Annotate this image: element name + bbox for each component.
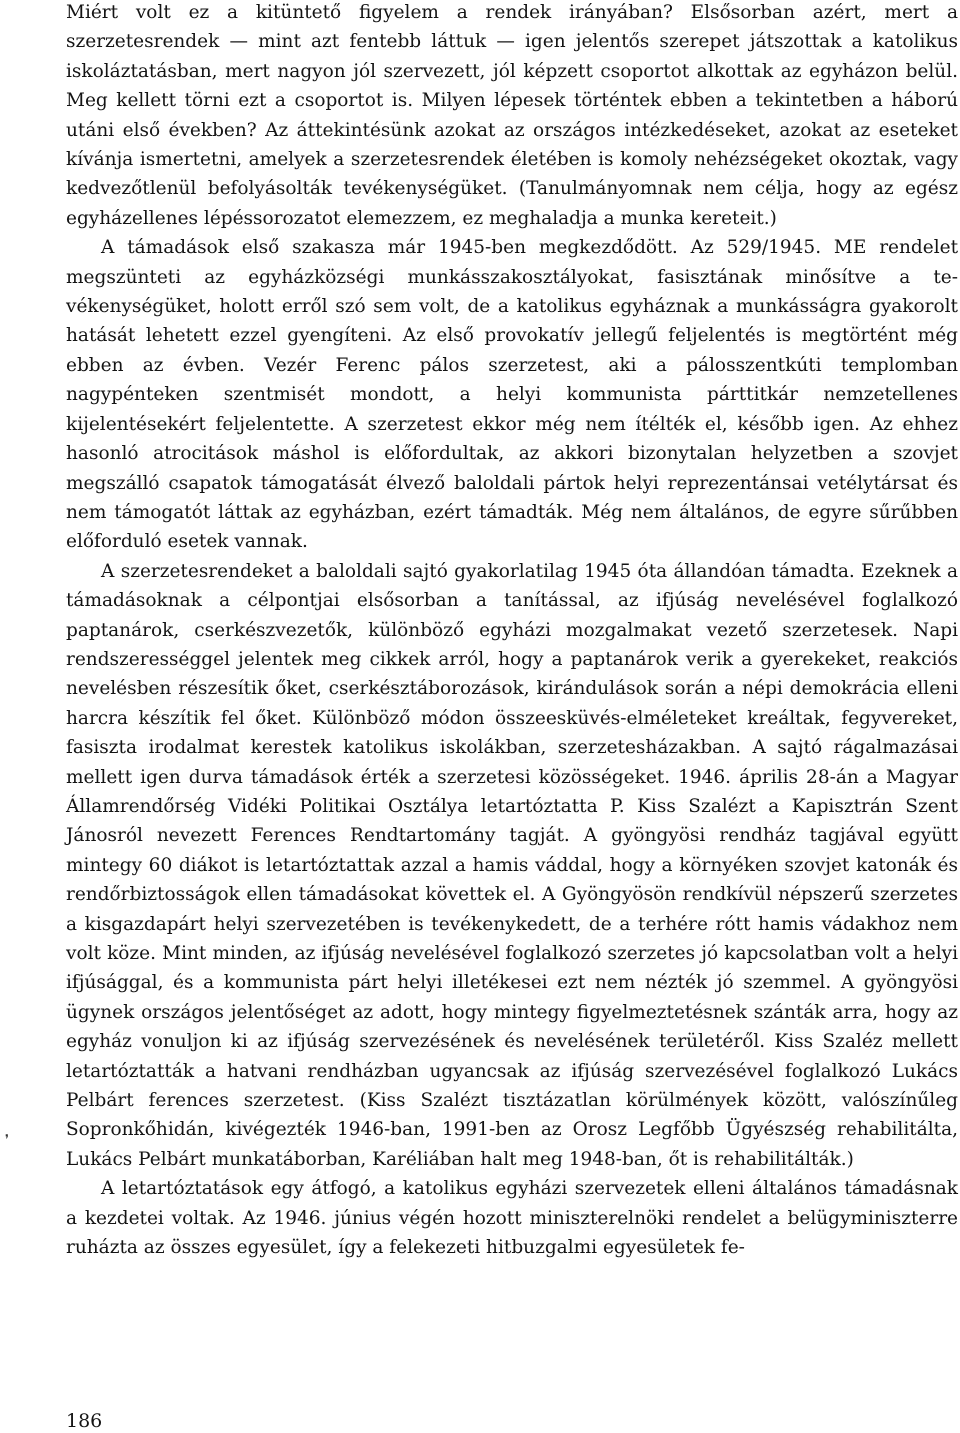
paragraph-2: A támadások első szakasza már 1945-ben megkezdődött. Az 529/1945. ME rendelet megszünteti az egyházközségi munkásszakosztályokat, fasisztának minősítve a tevékenységüket, holott erről szó sem volt, de a katolikus egyháznak a munkásságra gyakorolt hatását lehetett ezzel gyengíteni. Az első provokatív jellegű feljelentés is megtörtént még ebben az évben. Vezér Ferenc pálos szerzetest, aki a pálosszentkúti templomban nagypénteken szentmisét mondott, a helyi kommunista párttitkár nemzetellenes kijelentésekért feljelentette. A szerzetest ekkor még nem ítélték el, később igen. Az ehhez hasonló atrocitások máshol is előfordultak, az akkori bizonytalan helyzetben a szovjet megszálló csapatok támogatását élvező baloldali pártok helyi reprezentánsai vetélytársat és nem támogatót láttak az egyházban, ezért támadták. Még nem általános, de egyre sűrűbben előforduló esetek vannak. [66, 237, 958, 553]
page-body [66, 0, 958, 1262]
paragraph-3: A szerzetesrendeket a baloldali sajtó gyakorlatilag 1945 óta állandóan támadta. Ezeknek a támadásoknak a célpontjai elsősorban a tanítással, az ifjúság nevelésével foglalkozó paptanárok, cserkészvezetők, különböző egyházi mozgalmakat vezető szerzetesek. Napi rendszerességgel jelentek meg cikkek arról, hogy a paptanárok verik a gyerekeket, reakciós nevelésben részesítik őket, cserkésztáborozások, kirándulások során a népi demokrácia elleni harcra készítik fel őket. Különböző módon összeesküvés-elméleteket kreáltak, fegyvereket, fasiszta irodalmat kerestek katolikus iskolákban, szerzetesházakban. A sajtó rágalmazásai mellett igen durva támadások érték a szerzetesi közösségeket. 1946. április 28-án a Magyar Államrendőrség Vidéki Politikai Osztálya letartóztatta P. Kiss Szalézt a Kapisztrán Szent Jánosról nevezett Ferences Rendtartomány tagját. A gyöngyösi rendház tagjával együtt mintegy 60 diákot is letartóztattak azzal a hamis váddal, hogy a környéken szovjet katonák és rendőrbiztosságok ellen támadásokat követtek el. A Gyöngyösön rendkívül népszerű szerzetes a kisgazdapárt helyi szervezetében is tevékenykedett, de a terhére rótt hamis vádakhoz nem volt köze. Mint minden, az ifjúság nevelésével foglalkozó szerzetes jó kapcsolatban volt a helyi ifjúsággal, és a kommunista párt helyi illetékesei ezt nem nézték jó szemmel. A gyöngyösi ügynek országos jelentőséget az adott, hogy mintegy figyelmeztetésnek szánták arra, hogy az egyház vonuljon ki az ifjúság szervezésének és nevelésének területéről. Kiss Szaléz mellett letartóztatták a hatvani rendházban ugyancsak az ifjúság szervezésével foglalkozó Lukács Pelbárt ferences szerzetest. (Kiss Szalézt tisztázatlan körülmények között, valószínűleg Sopronkőhidán, kivégezték 1946-ban, 1991-ben az Orosz Legfőbb Ügyészség rehabilitálta, Lukács Pelbárt munkatáborban, Karéliában halt meg 1948-ban, őt is rehabilitálták.) [66, 560, 958, 1170]
page-number: 186 [66, 1410, 103, 1432]
margin-mark: ❜ [5, 1132, 9, 1146]
paragraph-4: A letartóztatások egy átfogó, a katolikus egyházi szervezetek elleni általános támadásnak a kezdetei voltak. Az 1946. június végén hozott miniszterelnöki rendelet a belügyminiszterre ruházta az összes egyesület, így a felekezeti hitbuzgalmi egyesületek fe- [66, 1178, 958, 1259]
paragraph-1: Miért volt ez a kitüntető figyelem a rendek irányában? Elsősorban azért, mert a szerzetesrendek — mint azt fentebb láttuk — igen jelentős szerepet játszottak a katolikus iskoláztatásban, mert nagyon jól szervezett, jól képzett csoportot alkottak az egyházon belül. Meg kellett törni ezt a csoportot is. Milyen lépesek történtek ebben a tekintetben a háború utáni első években? Az áttekintésünk azokat az országos intézkedéseket, azokat az eseteket kívánja ismertetni, amelyek a szerzetesrendek életében is komoly nehézségeket okoztak, vagy kedvezőtlenül befolyásolták tevékenységüket. (Tanulmányomnak nem célja, hogy az egész egyházellenes lépéssorozatot elemezzem, ez meghaladja a munka kereteit.) [66, 2, 958, 229]
